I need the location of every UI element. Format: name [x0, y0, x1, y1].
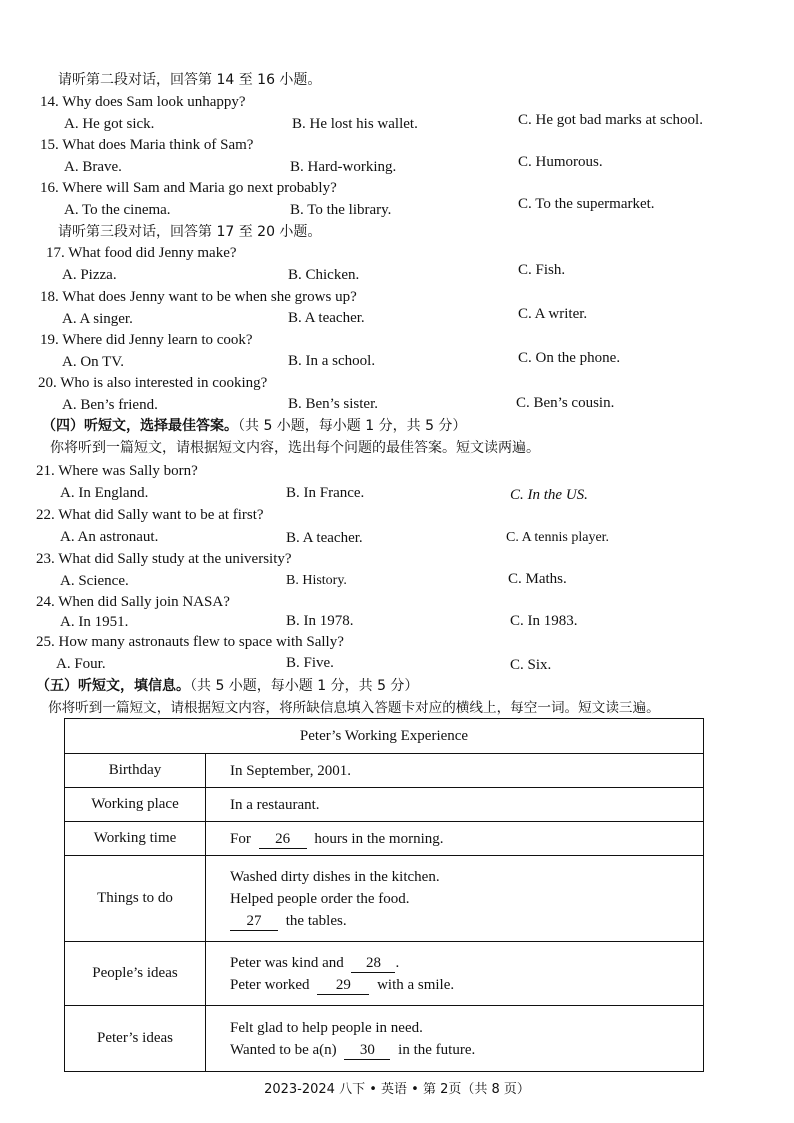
row-value	[206, 822, 704, 856]
table-row-peters-ideas	[65, 1006, 704, 1072]
section-5-title: （五）听短文，填信息。	[36, 678, 190, 694]
table-row-working-time	[65, 822, 704, 856]
section-intro-3: 请听第三段对话，回答第 17 至 20 小题。	[58, 224, 322, 240]
row-label: Working time	[65, 822, 206, 856]
table-row-peoples-ideas	[65, 942, 704, 1006]
option-b: B. Hard-working.	[290, 159, 397, 175]
option-b: B. Ben’s sister.	[288, 396, 379, 412]
option-c: C. He got bad marks at school.	[518, 112, 703, 128]
option-b: B. To the library.	[290, 202, 392, 218]
text: Peter worked	[230, 976, 310, 993]
option-c: C. Fish.	[518, 262, 566, 278]
option-b: B. In 1978.	[286, 613, 354, 629]
question-text: 23. What did Sally study at the university?	[36, 551, 292, 567]
text: hours in the morning.	[314, 830, 444, 847]
info-table	[64, 718, 704, 1072]
page-footer: 2023-2024 八下 • 英语 • 第 2页（共 8 页）	[264, 1082, 530, 1097]
row-value	[206, 942, 704, 1006]
option-a: A. In 1951.	[60, 614, 129, 630]
option-b: B. A teacher.	[288, 310, 365, 326]
option-a: A. He got sick.	[64, 116, 155, 132]
option-b: B. In France.	[286, 485, 365, 501]
section-intro-2: 请听第二段对话，回答第 14 至 16 小题。	[58, 72, 322, 88]
blank-28[interactable]: 28	[351, 954, 395, 973]
table-title: Peter’s Working Experience	[65, 719, 704, 754]
todo-line-2: Helped people order the food.	[230, 890, 410, 907]
option-a: A. Ben’s friend.	[62, 397, 158, 413]
row-value	[206, 1006, 704, 1072]
option-a: A. Four.	[56, 656, 106, 672]
row-label: Things to do	[65, 856, 206, 942]
section-4-instruction: 你将听到一篇短文，请根据短文内容，选出每个问题的最佳答案。短文读两遍。	[50, 440, 540, 456]
row-label: Birthday	[65, 754, 206, 788]
people-line-1	[230, 952, 703, 974]
question-text: 25. How many astronauts flew to space with Sally?	[36, 634, 344, 650]
text: .	[395, 954, 400, 971]
option-c: C. To the supermarket.	[518, 196, 655, 212]
question-text: 24. When did Sally join NASA?	[36, 594, 230, 610]
option-a: A. To the cinema.	[64, 202, 171, 218]
row-label: Peter’s ideas	[65, 1006, 206, 1072]
question-text: 20. Who is also interested in cooking?	[38, 375, 268, 391]
option-a: A. A singer.	[62, 311, 133, 327]
peter-line-2	[230, 1039, 703, 1061]
option-a: A. On TV.	[62, 354, 124, 370]
option-a: A. Brave.	[64, 159, 122, 175]
row-value: In a restaurant.	[206, 788, 704, 822]
todo-line-3	[230, 910, 703, 932]
row-label: Working place	[65, 788, 206, 822]
option-b: B. He lost his wallet.	[292, 116, 418, 132]
option-a: A. Pizza.	[62, 267, 117, 283]
option-c: C. In 1983.	[510, 613, 578, 629]
text: For	[230, 830, 251, 847]
row-label: People’s ideas	[65, 942, 206, 1006]
option-b: B. History.	[286, 573, 347, 588]
blank-29[interactable]: 29	[317, 976, 369, 995]
option-a: A. In England.	[60, 485, 149, 501]
question-text: 14. Why does Sam look unhappy?	[40, 94, 246, 110]
section-5-instruction: 你将听到一篇短文，请根据短文内容，将所缺信息填入答题卡对应的横线上，每空一词。短文读三遍。	[48, 700, 660, 716]
question-text: 19. Where did Jenny learn to cook?	[40, 332, 253, 348]
people-line-2	[230, 974, 703, 996]
question-text: 18. What does Jenny want to be when she grows up?	[40, 289, 357, 305]
text: Wanted to be a(n)	[230, 1041, 337, 1058]
row-value	[206, 856, 704, 942]
option-c: C. Maths.	[508, 571, 567, 587]
section-4-title: （四）听短文，选择最佳答案。	[42, 418, 238, 434]
option-b: B. Five.	[286, 655, 334, 671]
section-4-points: （共 5 小题，每小题 1 分，共 5 分）	[238, 418, 467, 434]
blank-30[interactable]: 30	[344, 1041, 390, 1060]
option-c: C. Humorous.	[518, 154, 603, 170]
question-text: 17. What food did Jenny make?	[46, 245, 237, 261]
question-text: 16. Where will Sam and Maria go next probably?	[40, 180, 337, 196]
question-text: 22. What did Sally want to be at first?	[36, 507, 264, 523]
option-c: C. A writer.	[518, 306, 588, 322]
blank-26[interactable]: 26	[259, 830, 307, 849]
text: with a smile.	[377, 976, 455, 993]
option-a: A. An astronaut.	[60, 529, 159, 545]
option-b: B. In a school.	[288, 353, 376, 369]
question-text: 21. Where was Sally born?	[36, 463, 198, 479]
todo-line-1: Washed dirty dishes in the kitchen.	[230, 868, 440, 885]
text: in the future.	[398, 1041, 476, 1058]
option-b: B. A teacher.	[286, 530, 363, 546]
question-text: 15. What does Maria think of Sam?	[40, 137, 254, 153]
section-5-header	[36, 676, 418, 696]
table-row-working-place	[65, 788, 704, 822]
peter-line-1: Felt glad to help people in need.	[230, 1019, 423, 1036]
option-b: B. Chicken.	[288, 267, 360, 283]
table-row-things-to-do	[65, 856, 704, 942]
option-c: C. On the phone.	[518, 350, 621, 366]
option-c: C. Six.	[510, 657, 552, 673]
option-c: C. A tennis player.	[506, 530, 610, 545]
option-c: C. In the US.	[510, 487, 588, 503]
section-4-header	[42, 416, 466, 436]
option-a: A. Science.	[60, 573, 129, 589]
blank-27[interactable]: 27	[230, 912, 278, 931]
text: Peter was kind and	[230, 954, 344, 971]
section-5-points: （共 5 小题，每小题 1 分，共 5 分）	[190, 678, 419, 694]
row-value: In September, 2001.	[206, 754, 704, 788]
text: the tables.	[285, 912, 347, 929]
option-c: C. Ben’s cousin.	[516, 395, 615, 411]
table-row-birthday	[65, 754, 704, 788]
